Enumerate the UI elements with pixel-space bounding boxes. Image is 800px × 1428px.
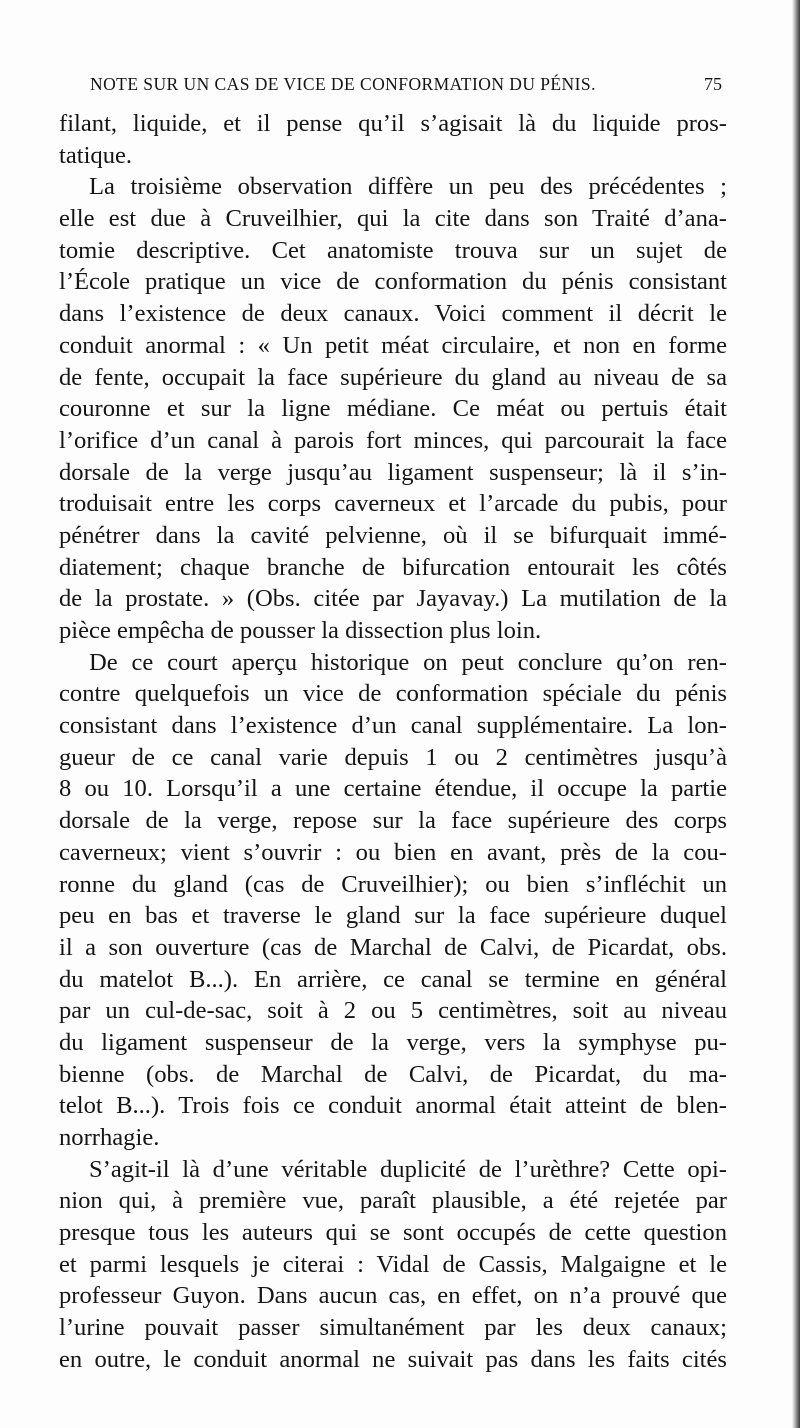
text-line: tatique. bbox=[59, 141, 133, 169]
text-line: il a son ouverture (cas de Marchal de Calvi, de Picardat, obs. bbox=[59, 933, 727, 961]
text-line: l’orifice d’un canal à parois fort minces, qui parcourait la face bbox=[59, 426, 727, 454]
text-line: tomie descriptive. Cet anatomiste trouva sur un sujet de bbox=[59, 236, 727, 264]
text-line: gueur de ce canal varie depuis 1 ou 2 centimètres jusqu’à bbox=[59, 743, 727, 771]
text-line: du ligament suspenseur de la verge, vers la symphyse pu- bbox=[59, 1028, 727, 1056]
text-line: norrhagie. bbox=[59, 1124, 160, 1151]
text-line: de fente, occupait la face supérieure du gland au niveau de sa bbox=[59, 363, 727, 391]
text-line: troduisait entre les corps caverneux et l’arcade du pubis, pour bbox=[59, 490, 727, 518]
text-line: en outre, le conduit anormal ne suivait pas dans les faits cités bbox=[59, 1345, 727, 1373]
text-line: S’agit-il là d’une véritable duplicité de l’urèthre? Cette opi- bbox=[89, 1155, 727, 1183]
running-header bbox=[90, 74, 722, 104]
text-line: dans l’existence de deux canaux. Voici comment il décrit le bbox=[59, 300, 727, 328]
text-line: pièce empêcha de pousser la dissection plus loin. bbox=[59, 617, 542, 644]
text-line: pénétrer dans la cavité pelvienne, où il se bifurquait immé- bbox=[59, 521, 727, 549]
text-line: filant, liquide, et il pense qu’il s’agisait là du liquide pros- bbox=[59, 110, 727, 137]
text-line: telot B...). Trois fois ce conduit anormal était atteint de blen- bbox=[59, 1092, 727, 1120]
text-line: l’urine pouvait passer simultanément par les deux canaux; bbox=[59, 1314, 727, 1342]
text-line: caverneux; vient s’ouvrir : ou bien en avant, près de la cou- bbox=[59, 838, 727, 866]
text-line: professeur Guyon. Dans aucun cas, en effet, on n’a prouvé que bbox=[59, 1282, 727, 1310]
text-line: conduit anormal : « Un petit méat circulaire, et non en forme bbox=[59, 331, 727, 359]
text-line: l’École pratique un vice de conformation du pénis consistant bbox=[59, 268, 727, 296]
text-line: contre quelquefois un vice de conformation spéciale du pénis bbox=[59, 680, 727, 708]
text-line: De ce court aperçu historique on peut conclure qu’on ren- bbox=[89, 648, 727, 676]
text-line: peu en bas et traverse le gland sur la face supérieure duquel bbox=[59, 902, 727, 930]
text-line: du matelot B...). En arrière, ce canal se termine en général bbox=[59, 965, 727, 993]
text-line: et parmi lesquels je citerai : Vidal de Cassis, Malgaigne et le bbox=[59, 1250, 727, 1278]
text-line: de la prostate. » (Obs. citée par Jayavay.) La mutilation de la bbox=[59, 585, 727, 613]
text-line: presque tous les auteurs qui se sont occupés de cette question bbox=[59, 1219, 727, 1247]
body-text bbox=[59, 108, 727, 1376]
text-line: La troisième observation diffère un peu des précédentes ; bbox=[89, 173, 727, 201]
page-edge-shadow bbox=[792, 0, 800, 1428]
text-line: consistant dans l’existence d’un canal supplémentaire. La lon- bbox=[59, 712, 727, 740]
text-line: diatement; chaque branche de bifurcation entourait les côtés bbox=[59, 553, 727, 581]
text-line: nion qui, à première vue, paraît plausible, a été rejetée par bbox=[59, 1187, 727, 1215]
text-line: elle est due à Cruveilhier, qui la cite dans son Traité d’ana- bbox=[59, 205, 727, 233]
text-line: couronne et sur la ligne médiane. Ce méat ou pertuis était bbox=[59, 395, 727, 423]
text-line: dorsale de la verge jusqu’au ligament suspenseur; là il s’in- bbox=[59, 458, 727, 486]
text-line: bienne (obs. de Marchal de Calvi, de Picardat, du ma- bbox=[59, 1060, 727, 1088]
running-header-title: NOTE SUR UN CAS DE VICE DE CONFORMATION DU PÉNIS. bbox=[90, 74, 596, 94]
page-number: 75 bbox=[704, 74, 722, 94]
text-line: dorsale de la verge, repose sur la face supérieure des corps bbox=[59, 807, 727, 835]
text-line: par un cul-de-sac, soit à 2 ou 5 centimètres, soit au niveau bbox=[59, 997, 727, 1025]
text-line: 8 ou 10. Lorsqu’il a une certaine étendue, il occupe la partie bbox=[59, 775, 727, 803]
text-line: ronne du gland (cas de Cruveilhier); ou bien s’infléchit un bbox=[59, 870, 727, 898]
